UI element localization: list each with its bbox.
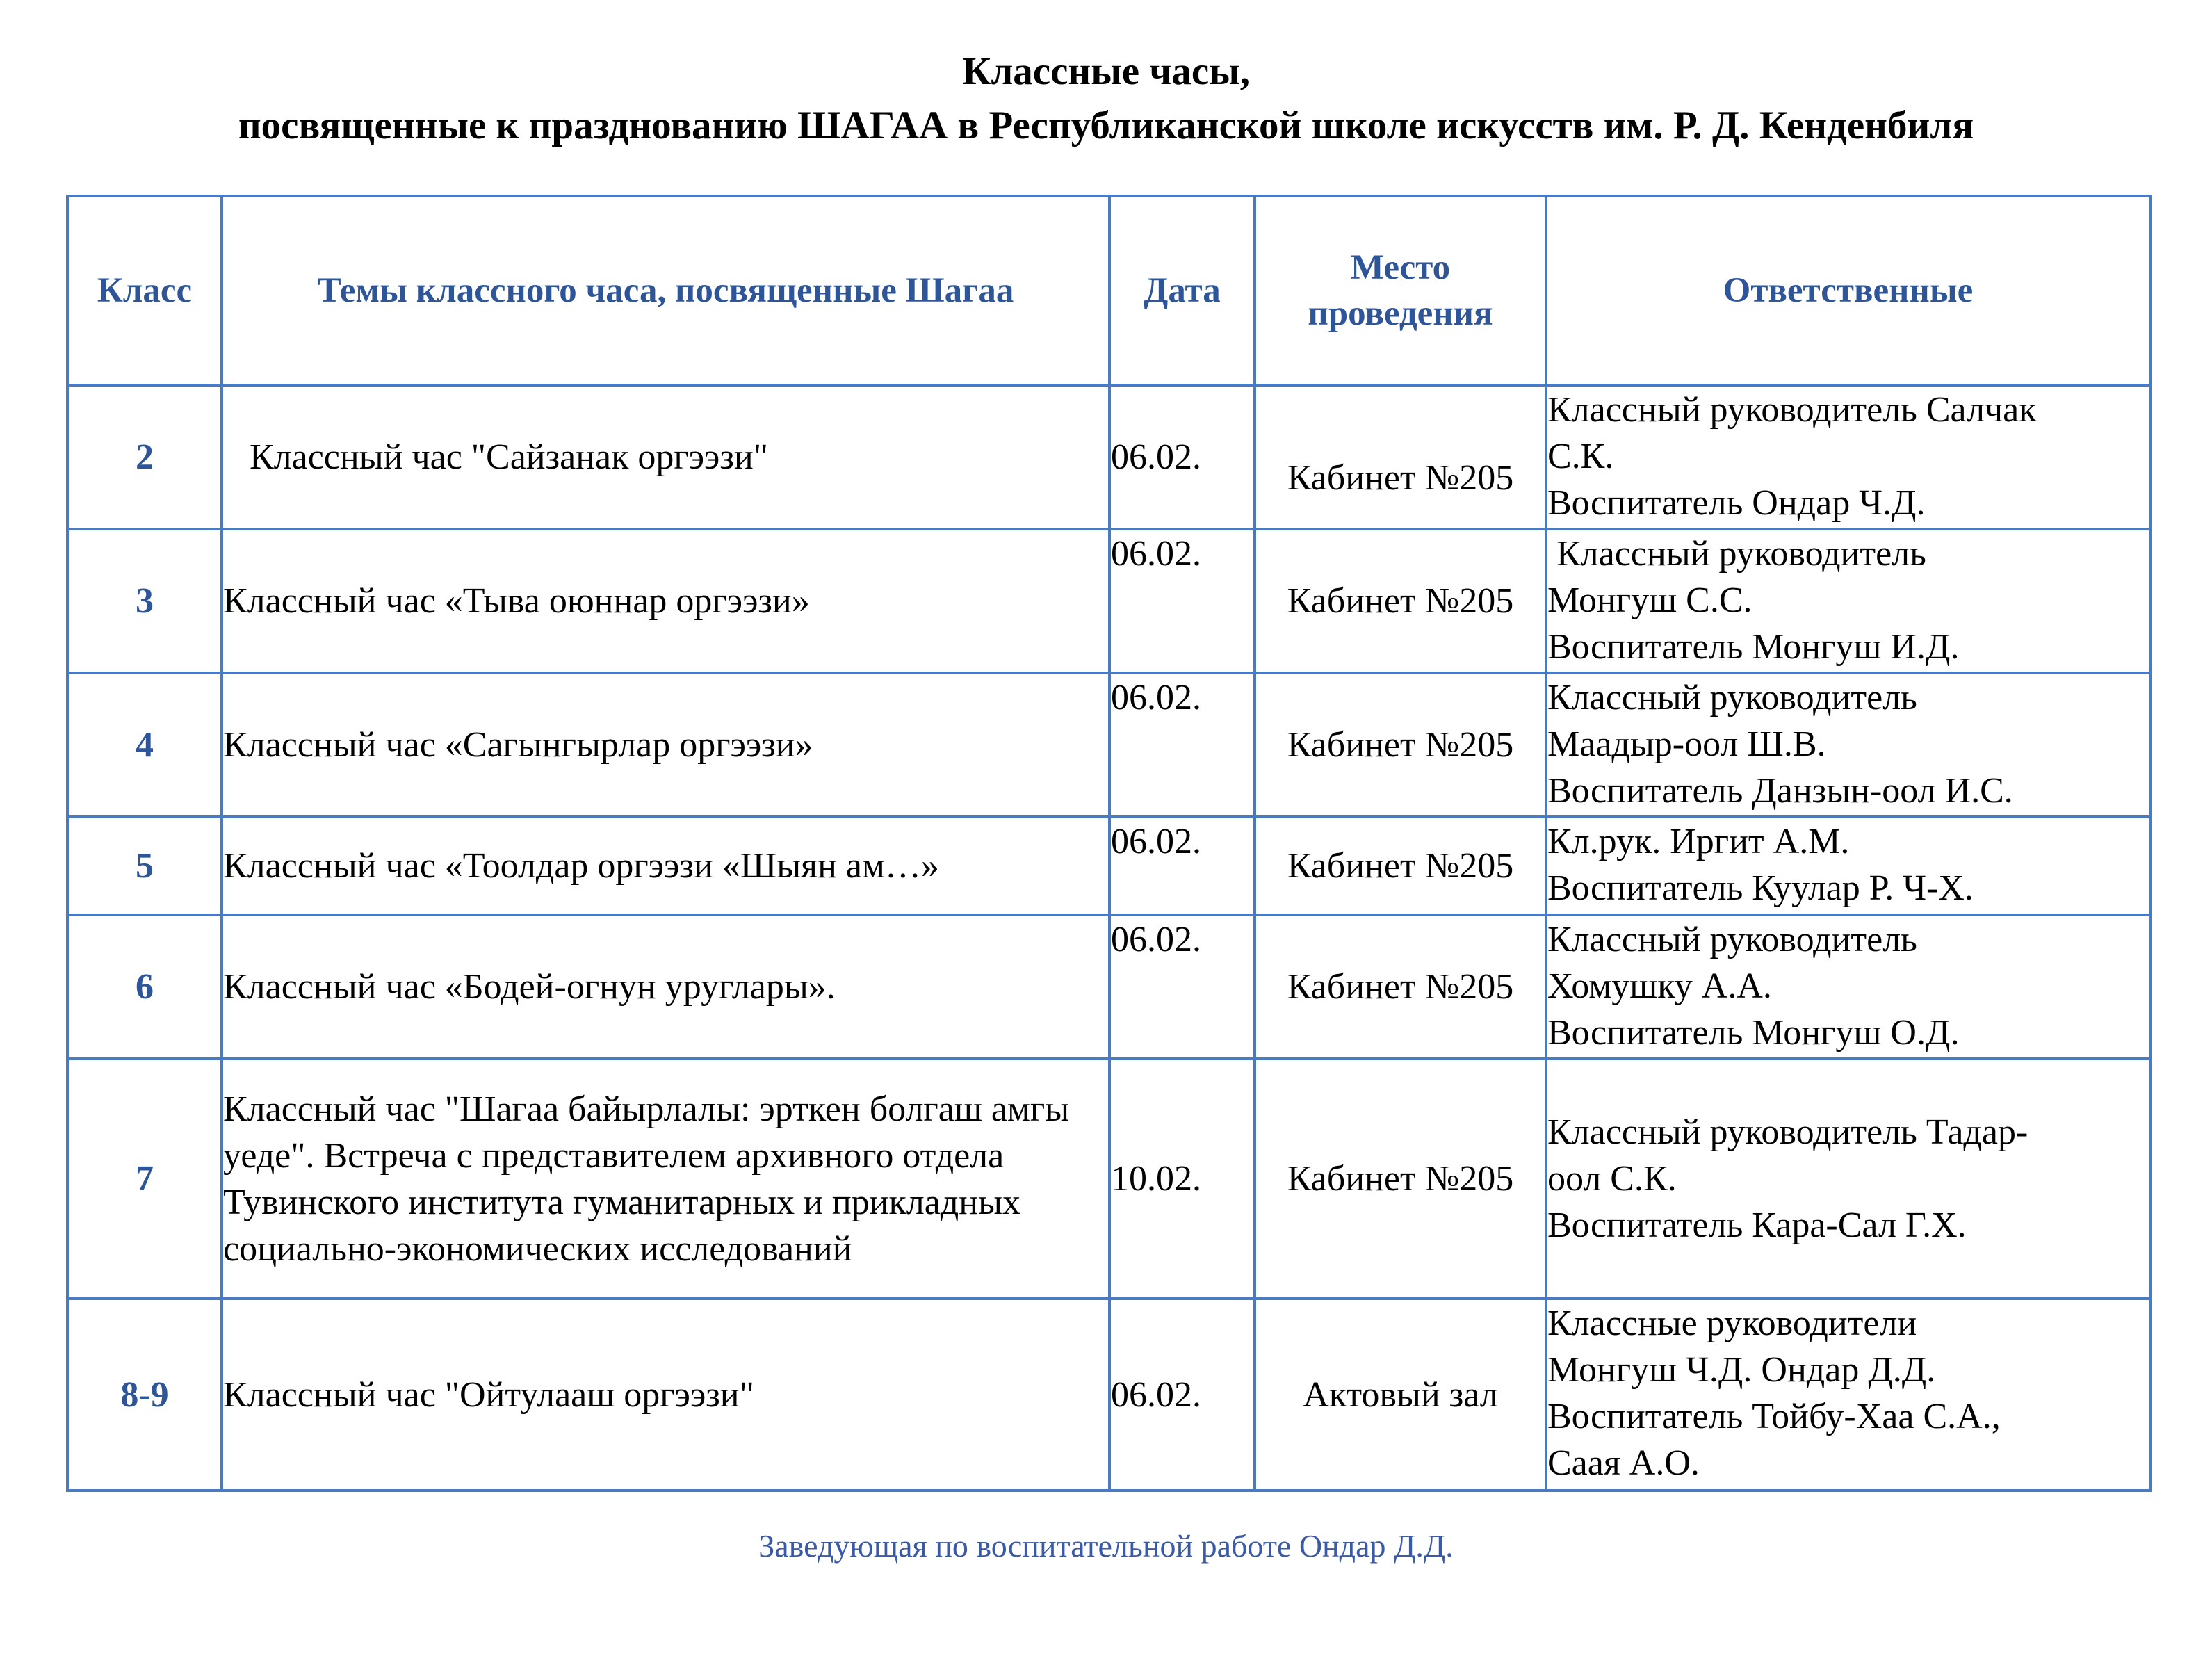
responsible-line: Хомушку А.А. xyxy=(1547,966,1772,1006)
responsible-line: Кл.рук. Иргит А.М. xyxy=(1547,822,1850,861)
date-cell: 10.02. xyxy=(1109,1059,1255,1299)
responsible-line: Воспитатель Монгуш О.Д. xyxy=(1547,1013,1960,1053)
header-place xyxy=(1255,196,1546,385)
class-cell: 3 xyxy=(67,529,222,673)
responsible-line: Классные руководители xyxy=(1547,1304,1917,1343)
date-cell: 06.02. xyxy=(1109,817,1255,915)
responsible-line: Саая А.О. xyxy=(1547,1443,1700,1483)
responsible-line: Воспитатель Тойбу-Хаа С.А., xyxy=(1547,1397,2001,1436)
place-cell: Кабинет №205 xyxy=(1255,529,1546,673)
responsible-line: Классный руководитель xyxy=(1547,534,1926,574)
topic-cell: Классный час "Шагаа байырлалы: эрткен болгаш амгы уеде". Встреча с представителем архивного отдела Тувинского института гуманитарных и прикладных социально-экономических исследований xyxy=(222,1059,1109,1299)
topic-cell: Классный час «Тыва оюннар оргээзи» xyxy=(222,529,1109,673)
date-cell: 06.02. xyxy=(1109,529,1255,673)
responsible-line: Воспитатель Данзын-оол И.С. xyxy=(1547,771,2013,811)
responsible-line: оол С.К. xyxy=(1547,1159,1677,1199)
class-hours-table xyxy=(66,195,2152,1492)
table-row xyxy=(67,529,2150,673)
signature-line: Заведующая по воспитательной работе Ондар Д.Д. xyxy=(758,1528,1454,1564)
date-cell: 06.02. xyxy=(1109,915,1255,1059)
responsible-line: Воспитатель Ондар Ч.Д. xyxy=(1547,483,1926,523)
place-cell: Кабинет №205 xyxy=(1255,1059,1546,1299)
date-cell: 06.02. xyxy=(1109,1299,1255,1491)
header-date: Дата xyxy=(1109,196,1255,385)
responsible-cell xyxy=(1546,385,2150,529)
table-row xyxy=(67,915,2150,1059)
responsible-cell xyxy=(1546,673,2150,817)
class-cell: 8-9 xyxy=(67,1299,222,1491)
header-responsible: Ответственные xyxy=(1546,196,2150,385)
table-row xyxy=(67,385,2150,529)
header-place-line-2: проведения xyxy=(1308,294,1493,333)
topic-cell: Классный час «Сагынгырлар оргээзи» xyxy=(222,673,1109,817)
responsible-line: Классный руководитель xyxy=(1547,678,1917,717)
table-row xyxy=(67,673,2150,817)
responsible-cell xyxy=(1546,1059,2150,1299)
topic-cell: Классный час «Бодей-огнун уруглары». xyxy=(222,915,1109,1059)
responsible-cell xyxy=(1546,817,2150,915)
place-cell: Кабинет №205 xyxy=(1255,385,1546,529)
topic-cell: Классный час "Ойтулааш оргээзи" xyxy=(222,1299,1109,1491)
responsible-line: Воспитатель Монгуш И.Д. xyxy=(1547,627,1960,667)
responsible-line: Воспитатель Кара-Сал Г.Х. xyxy=(1547,1206,1967,1245)
responsible-line: Монгуш Ч.Д. Ондар Д.Д. xyxy=(1547,1350,1936,1390)
place-cell: Кабинет №205 xyxy=(1255,673,1546,817)
responsible-cell xyxy=(1546,915,2150,1059)
responsible-line: Классный руководитель Салчак xyxy=(1547,390,2037,430)
table-row xyxy=(67,1299,2150,1491)
topic-cell: Классный час «Тоолдар оргээзи «Шыян ам…» xyxy=(222,817,1109,915)
class-cell: 2 xyxy=(67,385,222,529)
place-cell: Кабинет №205 xyxy=(1255,817,1546,915)
responsible-line: Классный руководитель xyxy=(1547,920,1917,959)
table-row xyxy=(67,817,2150,915)
place-cell: Актовый зал xyxy=(1255,1299,1546,1491)
document-title-line-2: посвященные к празднованию ШАГАА в Республиканской школе искусств им. Р. Д. Кенденбиля xyxy=(238,104,1974,147)
responsible-line: С.К. xyxy=(1547,437,1614,476)
class-cell: 5 xyxy=(67,817,222,915)
header-place-line-1: Место xyxy=(1350,248,1451,287)
class-cell: 6 xyxy=(67,915,222,1059)
date-cell: 06.02. xyxy=(1109,385,1255,529)
responsible-line: Классный руководитель Тадар- xyxy=(1547,1112,2028,1152)
responsible-line: Монгуш С.С. xyxy=(1547,581,1752,620)
header-topic: Темы классного часа, посвященные Шагаа xyxy=(222,196,1109,385)
class-cell: 4 xyxy=(67,673,222,817)
date-cell: 06.02. xyxy=(1109,673,1255,817)
place-cell: Кабинет №205 xyxy=(1255,915,1546,1059)
responsible-line: Воспитатель Куулар Р. Ч-Х. xyxy=(1547,868,1974,908)
responsible-cell xyxy=(1546,529,2150,673)
table-header-row xyxy=(67,196,2150,385)
topic-cell: Классный час "Сайзанак оргээзи" xyxy=(222,385,1109,529)
document-title-line-1: Классные часы, xyxy=(961,49,1250,93)
responsible-line: Маадыр-оол Ш.В. xyxy=(1547,724,1826,764)
class-cell: 7 xyxy=(67,1059,222,1299)
responsible-cell xyxy=(1546,1299,2150,1491)
header-class: Класс xyxy=(67,196,222,385)
table-row xyxy=(67,1059,2150,1299)
